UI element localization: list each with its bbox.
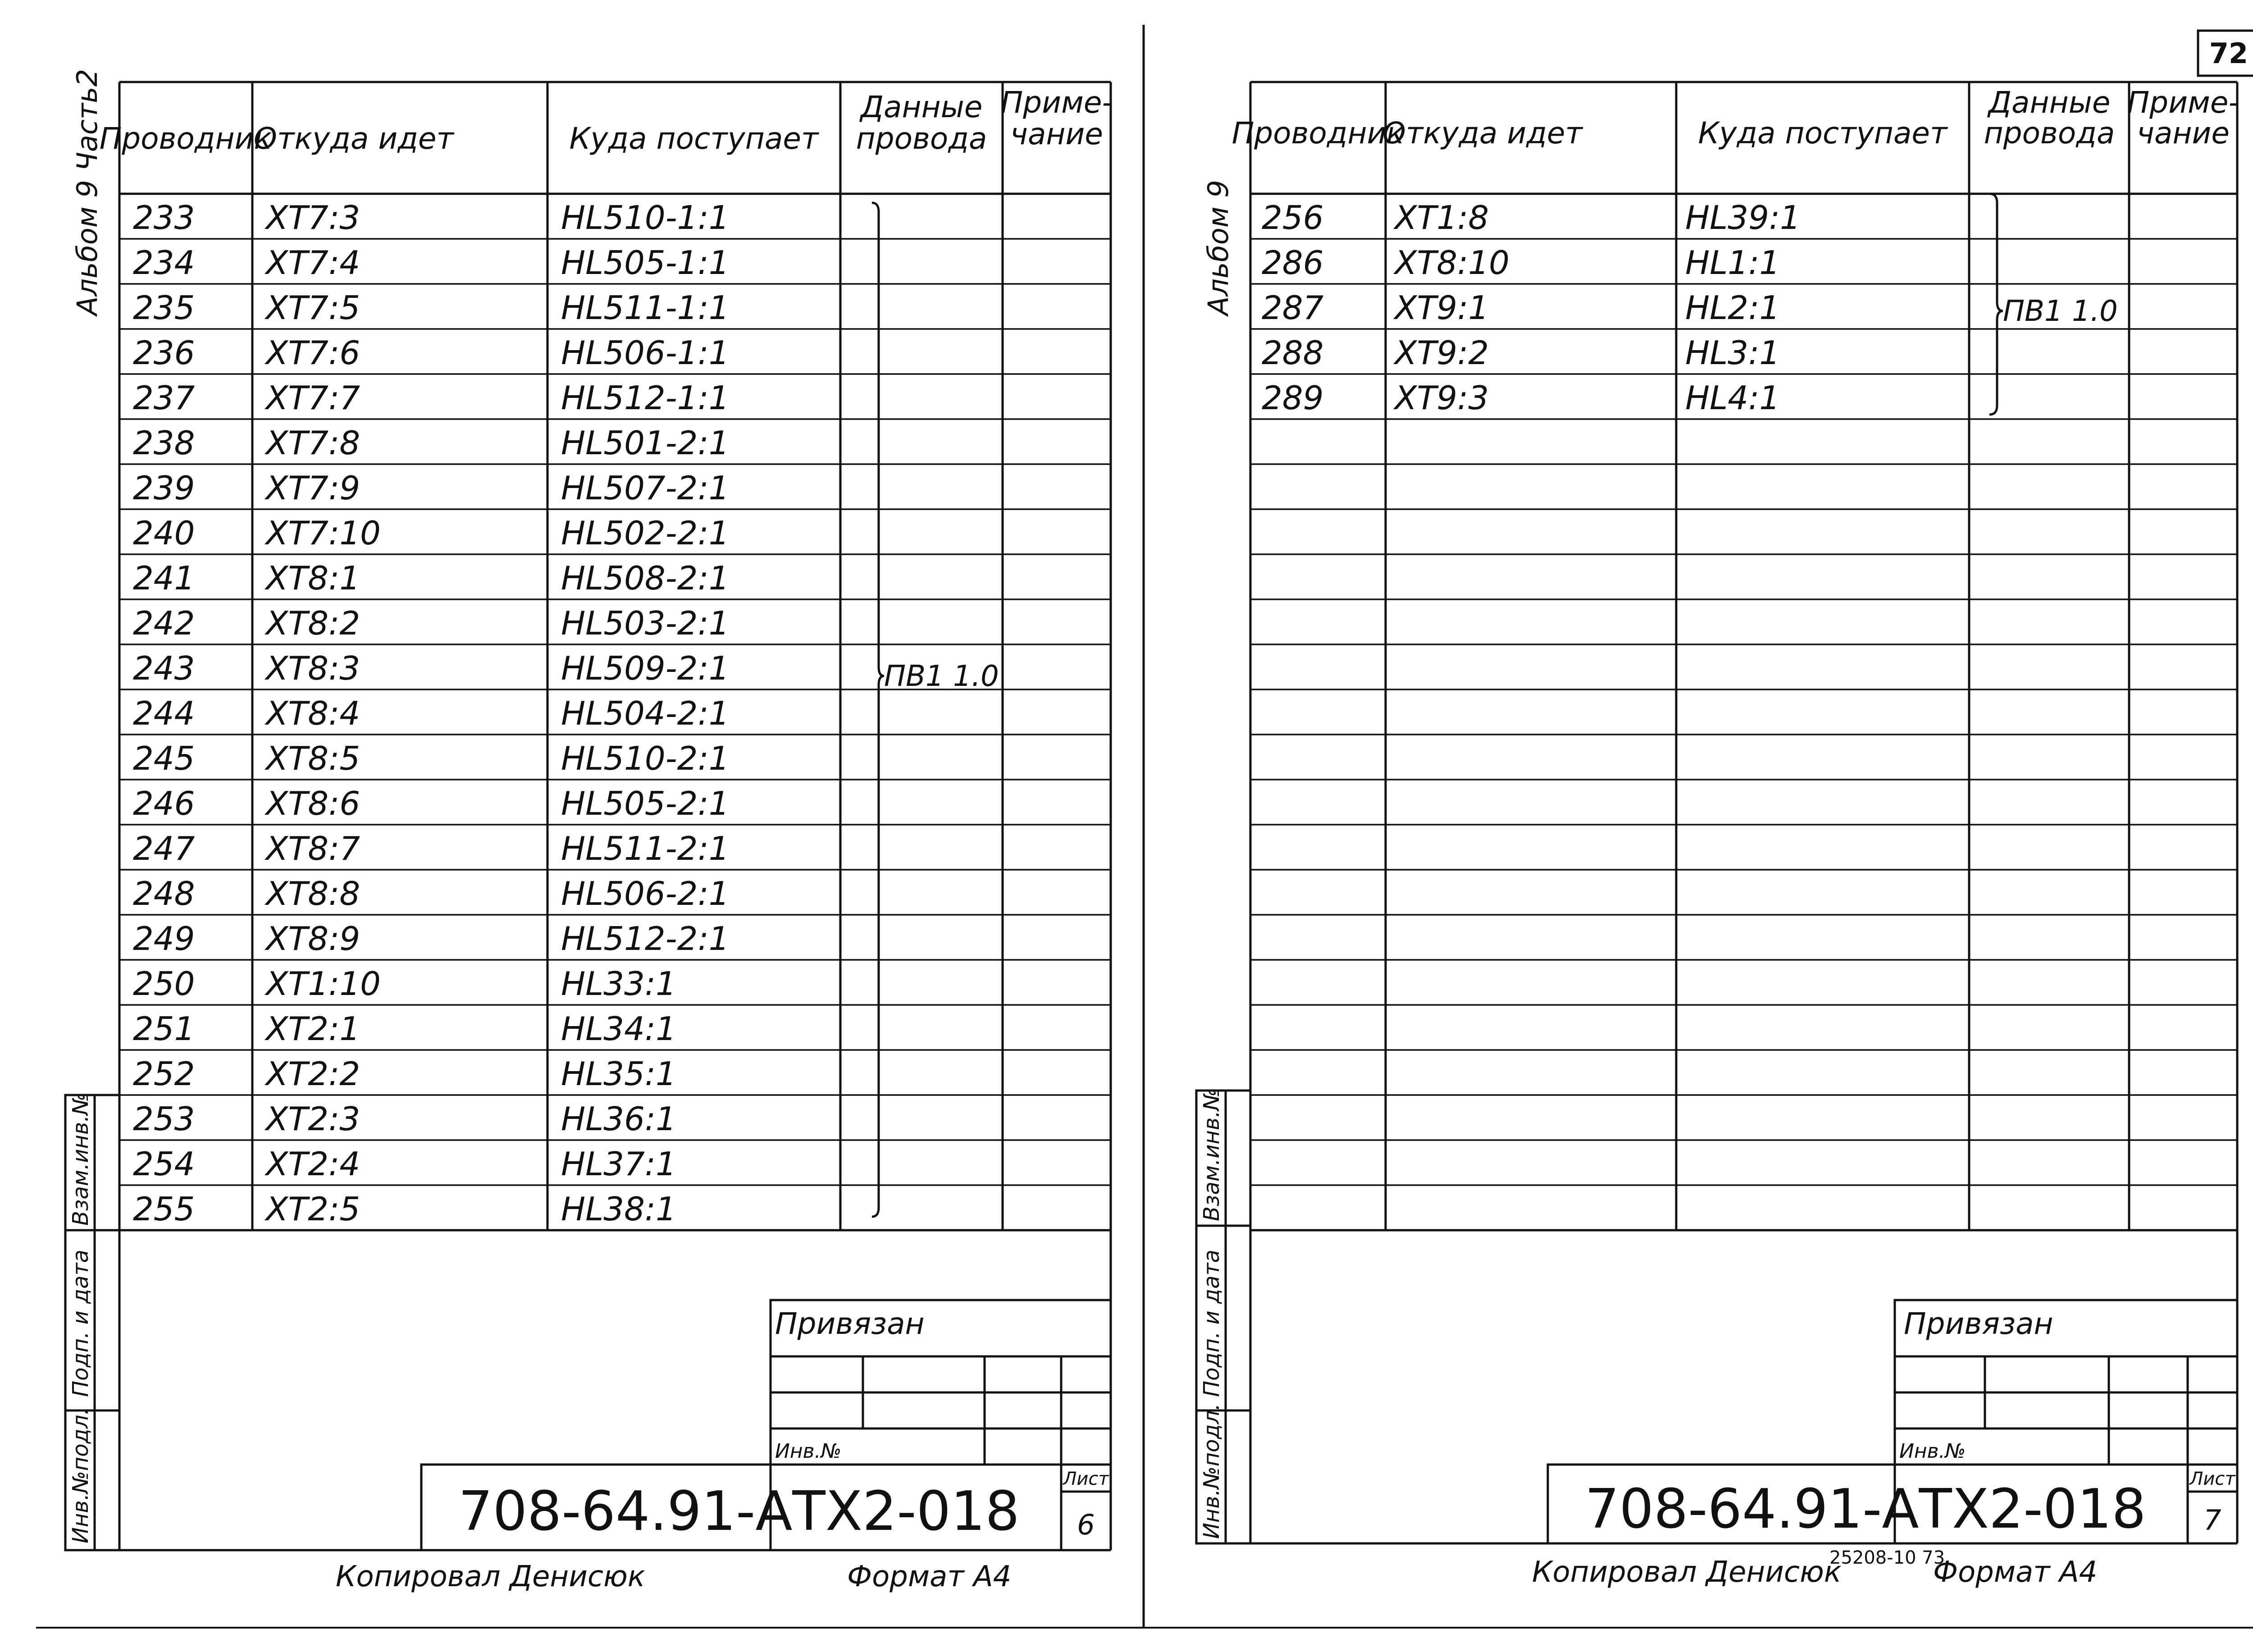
table-row [133,424,730,462]
row-from: XT7:8 [266,424,360,462]
row-number: 246 [133,785,195,822]
right-doc-code: 708-64.91-АТХ2-018 [1585,1478,2146,1541]
row-number: 250 [133,965,195,1003]
row-to: HL39:1 [1685,199,1801,237]
right-table-header [1232,85,2239,151]
table-row [1262,199,1801,237]
row-from: XT1:8 [1395,199,1489,237]
row-number: 286 [1262,244,1324,282]
table-row [133,649,730,687]
row-to: HL38:1 [561,1190,676,1228]
row-from: XT2:2 [266,1055,360,1093]
row-to: HL510-2:1 [561,739,730,777]
row-to: HL36:1 [561,1100,676,1138]
header-wire-data-2: провода [856,121,987,156]
left-sheet-number: 6 [1077,1508,1095,1541]
right-page [1196,82,2239,1589]
row-number: 288 [1262,334,1324,372]
row-to: HL510-1:1 [561,199,730,237]
row-number: 249 [133,920,195,958]
stamp-replace-inv: Взам.инв.№ [1199,1088,1224,1221]
row-to: HL33:1 [561,965,676,1003]
page-number: 72 [2209,37,2248,70]
row-to: HL511-2:1 [561,830,730,867]
row-number: 253 [133,1100,195,1138]
table-row [133,1190,676,1228]
row-to: HL505-1:1 [561,244,730,282]
row-number: 241 [133,559,195,597]
row-number: 247 [133,830,195,867]
left-album-label: Альбом 9 Часть2 [71,68,104,315]
table-row [133,965,676,1003]
header-from: Откуда идет [1382,116,1583,151]
header-note-1: Приме- [2127,85,2239,120]
right-album-label: Альбом 9 [1202,180,1235,315]
row-to: HL34:1 [561,1010,676,1048]
header-to: Куда поступает [569,121,819,156]
row-from: XT8:8 [266,875,360,913]
right-side-stamp [1196,1088,1250,1543]
row-to: HL3:1 [1685,334,1780,372]
row-from: XT8:1 [266,559,360,597]
row-from: XT9:2 [1395,334,1489,372]
row-to: HL503-2:1 [561,604,730,642]
row-to: HL2:1 [1685,289,1780,327]
left-wire-brace [872,203,884,1217]
row-from: XT8:7 [266,830,360,867]
row-from: XT8:10 [1395,244,1510,282]
row-number: 240 [133,514,195,552]
right-wire-brace [1989,194,2003,415]
row-from: XT8:3 [266,649,360,687]
row-to: HL509-2:1 [561,649,730,687]
row-to: HL502-2:1 [561,514,730,552]
row-from: XT2:1 [266,1010,360,1048]
row-from: XT1:10 [266,965,381,1003]
row-number: 256 [1262,199,1324,237]
table-row [133,920,730,958]
row-number: 236 [133,334,195,372]
table-row [133,469,730,507]
left-sheet-label: Лист [1063,1469,1109,1489]
header-wire-data-1: Данные [860,90,983,124]
row-number: 255 [133,1190,195,1228]
table-row [133,694,730,732]
row-to: HL508-2:1 [561,559,730,597]
row-number: 248 [133,875,195,913]
row-number: 244 [133,694,195,732]
row-to: HL511-1:1 [561,289,730,327]
table-row [1262,334,1780,372]
row-to: HL504-2:1 [561,694,730,732]
header-to: Куда поступает [1698,116,1947,151]
header-conductor: Проводник [1231,116,1405,151]
row-from: XT8:4 [266,694,360,732]
row-number: 234 [133,244,195,282]
row-number: 239 [133,469,195,507]
page-number-box [2198,31,2253,76]
stamp-signed-date: Подп. и дата [68,1250,93,1397]
row-number: 233 [133,199,195,237]
table-row [133,604,730,642]
right-inv-label: Инв.№ [1899,1440,1966,1463]
header-note-2: чание [2136,116,2230,151]
row-from: XT9:1 [1395,289,1489,327]
table-row [1262,289,1780,327]
table-row [133,1100,676,1138]
row-from: XT8:6 [266,785,360,822]
table-row [1262,379,1780,417]
header-note-2: чание [1010,117,1104,151]
stamp-signed-date: Подп. и дата [1199,1250,1224,1397]
table-row [133,1145,676,1183]
table-row [133,379,730,417]
row-to: HL35:1 [561,1055,676,1093]
table-row [133,559,730,597]
row-to: HL505-2:1 [561,785,730,822]
row-from: XT7:7 [266,379,360,417]
row-from: XT2:5 [266,1190,360,1228]
stamp-replace-inv: Взам.инв.№ [68,1092,93,1226]
table-row [133,1010,676,1048]
left-format: Формат А4 [847,1560,1012,1593]
row-from: XT8:2 [266,604,360,642]
header-wire-data-1: Данные [1988,85,2111,120]
right-order-number: 25208-10 73 [1829,1547,1945,1568]
row-number: 242 [133,604,195,642]
left-attached-label: Привязан [775,1306,925,1341]
right-copied-by: Копировал Денисюк [1532,1556,1842,1589]
row-to: HL37:1 [561,1145,676,1183]
table-row [1262,244,1780,282]
row-number: 237 [133,379,195,417]
header-from: Откуда идет [254,121,454,156]
table-row [133,875,730,913]
row-number: 252 [133,1055,195,1093]
row-number: 289 [1262,379,1324,417]
row-to: HL512-1:1 [561,379,730,417]
right-format: Формат А4 [1933,1556,2098,1589]
right-table-body [1262,199,1801,417]
right-wire-spec: ПВ1 1.0 [2003,295,2118,328]
table-row [133,1055,676,1093]
row-number: 287 [1262,289,1324,327]
stamp-inv-orig: Инв.№подл. [68,1408,93,1543]
row-number: 254 [133,1145,195,1183]
row-to: HL1:1 [1685,244,1780,282]
row-from: XT7:6 [266,334,360,372]
row-to: HL507-2:1 [561,469,730,507]
table-row [133,739,730,777]
right-sheet-number: 7 [2203,1504,2221,1537]
row-from: XT8:9 [266,920,360,958]
row-from: XT7:4 [266,244,360,282]
row-from: XT7:3 [266,199,360,237]
table-row [133,830,730,867]
row-from: XT9:3 [1395,379,1489,417]
left-wire-spec: ПВ1 1.0 [884,660,999,693]
row-number: 251 [133,1010,195,1048]
row-to: HL512-2:1 [561,920,730,958]
row-number: 243 [133,649,195,687]
table-row [133,199,730,237]
row-to: HL506-2:1 [561,875,730,913]
left-page [65,69,1113,1593]
left-side-stamp [65,1093,119,1550]
row-from: XT8:5 [266,739,360,777]
table-row [133,334,730,372]
right-sheet-label: Лист [2189,1469,2235,1489]
row-from: XT7:5 [266,289,360,327]
row-number: 235 [133,289,195,327]
row-number: 245 [133,739,195,777]
table-row [133,289,730,327]
stamp-inv-orig: Инв.№подл. [1199,1403,1224,1539]
row-from: XT7:9 [266,469,360,507]
table-row [133,514,730,552]
header-wire-data-2: провода [1984,116,2115,151]
left-doc-code: 708-64.91-АТХ2-018 [458,1480,1020,1543]
left-table-body [133,199,730,1228]
table-row [133,244,730,282]
row-to: HL501-2:1 [561,424,730,462]
row-from: XT2:3 [266,1100,360,1138]
row-to: HL506-1:1 [561,334,730,372]
left-inv-label: Инв.№ [775,1440,842,1463]
header-conductor: Проводник [99,121,272,156]
table-row [133,785,730,822]
right-attached-label: Привязан [1904,1306,2053,1341]
left-copied-by: Копировал Денисюк [336,1560,645,1593]
row-from: XT2:4 [266,1145,360,1183]
row-number: 238 [133,424,195,462]
row-from: XT7:10 [266,514,381,552]
header-note-1: Приме- [1000,85,1113,120]
row-to: HL4:1 [1685,379,1780,417]
